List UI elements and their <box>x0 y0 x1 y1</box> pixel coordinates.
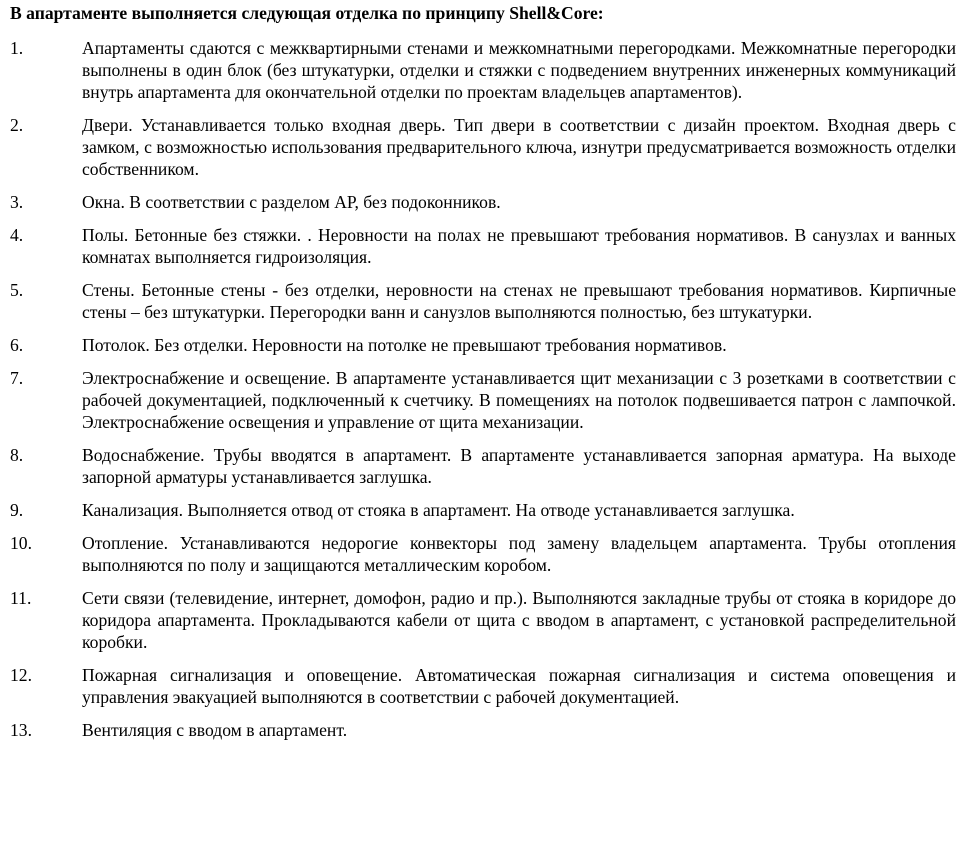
item-text: Канализация. Выполняется отвод от стояка в апартамент. На отводе устанавливается заглушка. <box>82 500 795 520</box>
item-number: 13. <box>10 720 32 740</box>
item-number: 9. <box>10 500 24 520</box>
item-text: Двери. Устанавливается только входная дверь. Тип двери в соответствии с дизайн проектом. Входная дверь с замком, с возможностью использования предварительного ключа, изнутри предусматривается возможность отделки собственником. <box>82 115 956 179</box>
list-item <box>10 444 956 488</box>
list-item <box>10 37 956 103</box>
item-text: Электроснабжение и освещение. В апартаменте устанавливается щит механизации с 3 розетками в соответствии с рабочей документацией, подключенный к счетчику. В помещениях на потолок подвешивается патрон с лампочкой. Электроснабжение освещения и управление от щита механизации. <box>82 368 956 432</box>
item-text: Водоснабжение. Трубы вводятся в апартамент. В апартаменте устанавливается запорная арматура. На выходе запорной арматуры устанавливается заглушка. <box>82 445 956 487</box>
item-number: 10. <box>10 533 32 553</box>
list-item <box>10 719 956 741</box>
item-number: 12. <box>10 665 32 685</box>
list-item <box>10 114 956 180</box>
item-number: 11. <box>10 588 32 608</box>
list-item <box>10 587 956 653</box>
item-number: 1. <box>10 38 24 58</box>
item-text: Сети связи (телевидение, интернет, домофон, радио и пр.). Выполняются закладные трубы от стояка в коридоре до коридора апартамента. Прокладываются кабели от щита с вводом в апартамент, с установкой распределительной коробки. <box>82 588 956 652</box>
item-text: Окна. В соответствии с разделом АР, без подоконников. <box>82 192 501 212</box>
list-item <box>10 532 956 576</box>
item-text: Апартаменты сдаются с межквартирными стенами и межкомнатными перегородками. Межкомнатные перегородки выполнены в один блок (без штукатурки, отделки и стяжки с подведением внутренних инженерных коммуникаций внутрь апартамента для окончательной отделки по проектам владельцев апартаментов). <box>82 38 956 102</box>
item-number: 5. <box>10 280 24 300</box>
item-number: 8. <box>10 445 24 465</box>
list-item <box>10 664 956 708</box>
document-heading: В апартаменте выполняется следующая отделка по принципу Shell&Core: <box>10 3 604 23</box>
item-number: 4. <box>10 225 24 245</box>
list-item <box>10 367 956 433</box>
item-text: Потолок. Без отделки. Неровности на потолке не превышают требования нормативов. <box>82 335 727 355</box>
item-text: Вентиляция с вводом в апартамент. <box>82 720 348 740</box>
item-number: 2. <box>10 115 24 135</box>
list-item <box>10 334 956 356</box>
list-item <box>10 279 956 323</box>
item-text: Полы. Бетонные без стяжки. . Неровности на полах не превышают требования нормативов. В санузлах и ванных комнатах выполняется гидроизоляция. <box>82 225 956 267</box>
item-number: 3. <box>10 192 24 212</box>
item-number: 6. <box>10 335 24 355</box>
list-item <box>10 499 956 521</box>
item-text: Пожарная сигнализация и оповещение. Автоматическая пожарная сигнализация и система оповещения и управления эвакуацией выполняются в соответствии с рабочей документацией. <box>82 665 956 707</box>
list-item <box>10 224 956 268</box>
item-number: 7. <box>10 368 24 388</box>
item-text: Стены. Бетонные стены - без отделки, неровности на стенах не превышают требования нормативов. Кирпичные стены – без штукатурки. Перегородки ванн и санузлов выполняются полностью, без штукатурки. <box>82 280 956 322</box>
item-text: Отопление. Устанавливаются недорогие конвекторы под замену владельцем апартамента. Трубы отопления выполняются по полу и защищаются металлическим коробом. <box>82 533 956 575</box>
list-item <box>10 191 956 213</box>
finishing-list <box>10 37 956 741</box>
